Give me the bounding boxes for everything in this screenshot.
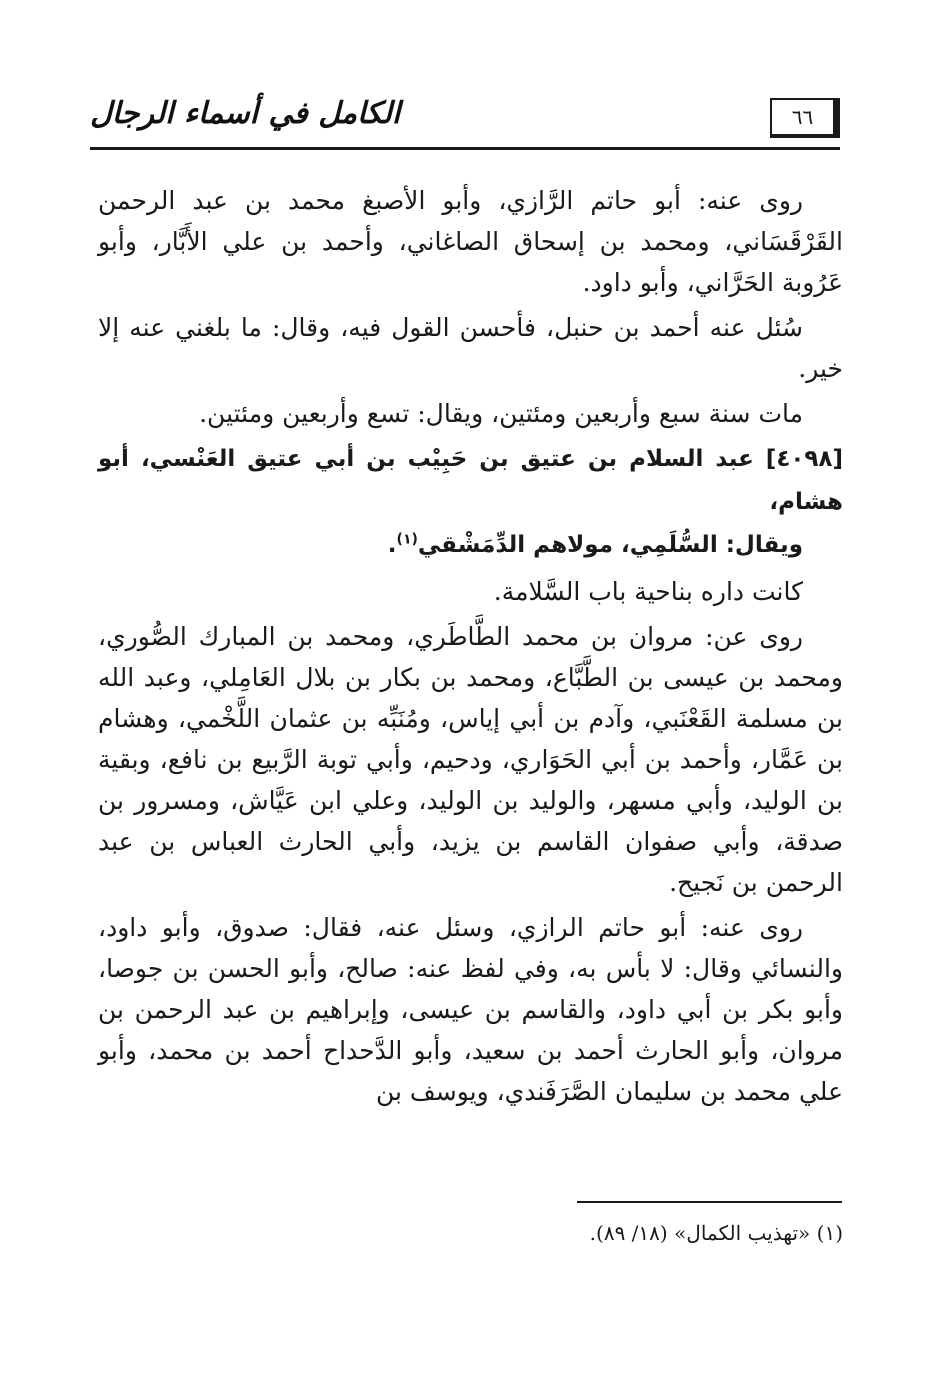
book-title: الكامل في أسماء الرجال <box>90 96 401 131</box>
paragraph: روى عنه: أبو حاتم الرَّازي، وأبو الأصبغ محمد بن عبد الرحمن القَرْقَسَاني، ومحمد بن إسحاق الصاغاني، وأحمد بن علي الأَبَّار، وأبو عَرُوبة الحَرَّاني، وأبو داود. <box>98 186 843 297</box>
paragraph: سُئل عنه أحمد بن حنبل، فأحسن القول فيه، وقال: ما بلغني عنه إلا خير. <box>98 313 843 383</box>
entry-number: [٤٠٩٨] <box>765 446 843 472</box>
footnote-ref: (١) <box>396 531 418 548</box>
paragraph: روى عن: مروان بن محمد الطَّاطَري، ومحمد بن المبارك الصُّوري، ومحمد بن عيسى بن الطَّبَّاع، ومحمد بن بكار بن بلال العَامِلي، وعبد الله بن مسلمة القَعْنَبي، وآدم بن أبي إياس، ومُنَبِّه بن عثمان اللَّخْمي، وهشام بن عَمَّار، وأحمد بن أبي الحَوَاري، ودحيم، وأبي توبة الرَّبيع بن نافع، وبقية بن الوليد، وأبي مسهر، والوليد بن الوليد، وعلي ابن عَيَّاش، ومسرور بن صدقة، وأبي صفوان القاسم بن يزيد، وأبي الحارث العباس بن عبد الرحمن بن نَجيح. <box>98 622 843 897</box>
entry-heading-line2-wrap <box>98 524 843 567</box>
entry-heading <box>98 438 843 567</box>
paragraph: مات سنة سبع وأربعين ومئتين، ويقال: تسع وأربعين ومئتين. <box>199 399 803 428</box>
entry-heading-line2: ويقال: السُّلَمِي، مولاهم الدِّمَشْقي <box>417 532 803 558</box>
entry-heading-line1: عبد السلام بن عتيق بن حَبِيْب بن أبي عتيق العَنْسي، أبو هشام، <box>98 446 843 515</box>
footnote: (١) «تهذيب الكمال» (١٨/ ٨٩). <box>589 1221 843 1245</box>
page-header <box>90 92 840 152</box>
footnote-rule <box>577 1201 842 1203</box>
page-number: ٦٦ <box>770 98 840 138</box>
paragraph: روى عنه: أبو حاتم الرازي، وسئل عنه، فقال: صدوق، وأبو داود، والنسائي وقال: لا بأس به، وفي لفظ عنه: صالح، وأبو الحسن بن جوصا، وأبو بكر بن أبي داود، والقاسم بن عيسى، وإبراهيم بن عبد الرحمن بن مروان، وأبو الحارث أحمد بن سعيد، وأبو الدَّحداح أحمد بن محمد، وأبو علي محمد بن سليمان الصَّرَفَندي، ويوسف بن <box>98 913 843 1106</box>
header-rule <box>90 147 840 150</box>
entry-heading-end: . <box>387 532 397 558</box>
main-text <box>98 180 843 1116</box>
paragraph: كانت داره بناحية باب السَّلامة. <box>493 577 803 606</box>
